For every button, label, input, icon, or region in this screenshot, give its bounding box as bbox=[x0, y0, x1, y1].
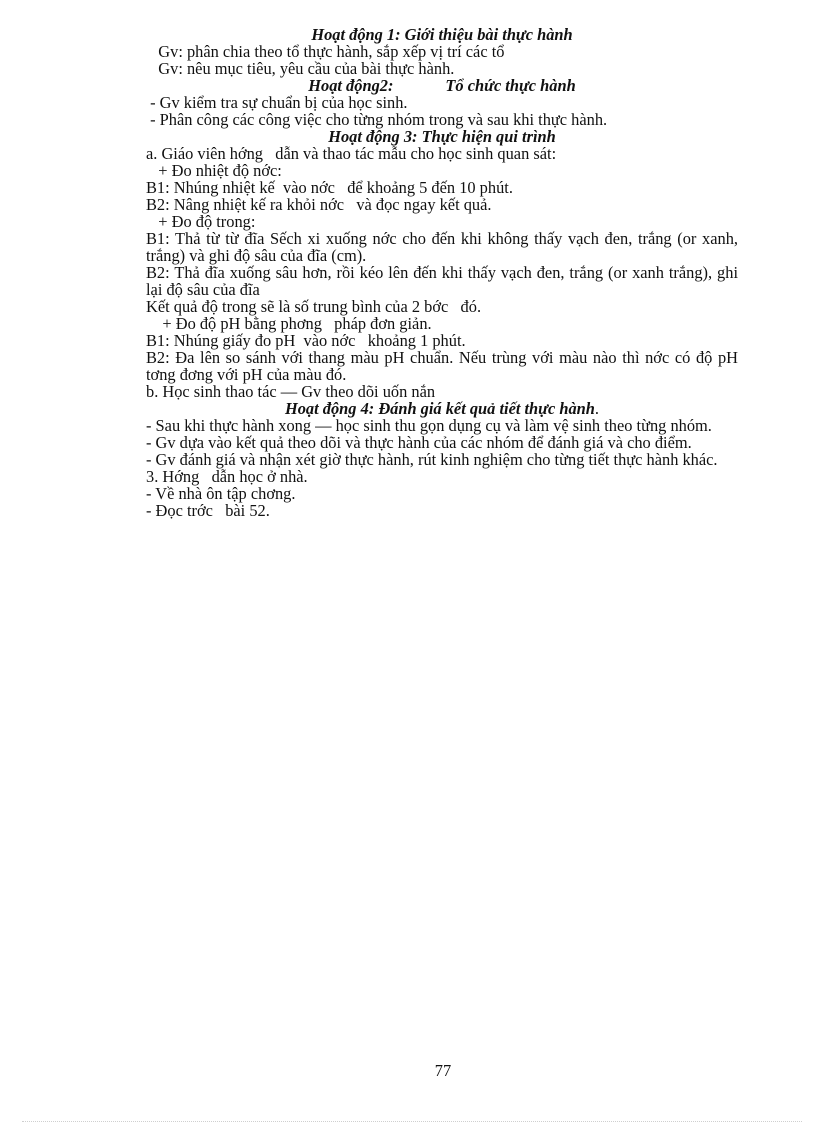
heading-activity-2-label: Hoạt động2: bbox=[308, 76, 394, 95]
text-line: B1: Nhúng nhiệt kế vào nớc để khoảng 5 đến 10 phút. bbox=[146, 178, 513, 197]
heading-activity-3: Hoạt động 3: Thực hiện qui trình bbox=[328, 127, 556, 146]
paragraph: B2: Thả đĩa xuống sâu hơn, rồi kéo lên đến khi thấy vạch đen, trắng (or xanh trắng), ghi lại độ sâu của đĩa bbox=[146, 263, 738, 299]
text-line: - Về nhà ôn tập chơng. bbox=[146, 484, 296, 503]
text-line: Gv: nêu mục tiêu, yêu cầu của bài thực hành. bbox=[146, 59, 455, 78]
text-line: - Đọc trớc bài 52. bbox=[146, 501, 270, 520]
text-line: 3. Hớng dẫn học ở nhà. bbox=[146, 467, 308, 486]
heading-activity-2-title: Tổ chức thực hành bbox=[445, 76, 576, 95]
text-line: B1: Nhúng giấy đo pH vào nớc khoảng 1 phút. bbox=[146, 331, 466, 350]
text-line: + Đo độ trong: bbox=[146, 212, 256, 231]
paragraph: B1: Thả từ từ đĩa Sếch xi xuống nớc cho đến khi không thấy vạch đen, trắng (or xanh, trắng) và ghi độ sâu của đĩa (cm). bbox=[146, 229, 738, 265]
text-line: Gv: phân chia theo tổ thực hành, sắp xếp vị trí các tổ bbox=[146, 42, 505, 61]
page-number: 77 bbox=[434, 1061, 452, 1080]
text-line: + Đo nhiệt độ nớc: bbox=[146, 161, 282, 180]
document-page bbox=[146, 26, 738, 519]
text-line: b. Học sinh thao tác — Gv theo dõi uốn nắn bbox=[146, 382, 436, 401]
paragraph: B2: Đa lên so sánh với thang màu pH chuẩn. Nếu trùng với màu nào thì nớc có độ pH tơng đơng với pH của màu đó. bbox=[146, 348, 738, 384]
heading-activity-4-title: Hoạt động 4: Đánh giá kết quả tiết thực hành bbox=[284, 399, 595, 418]
paragraph: - Gv đánh giá và nhận xét giờ thực hành, rút kinh nghiệm cho từng tiết thực hành khác. bbox=[146, 450, 718, 469]
text-line: Kết quả độ trong sẽ là số trung bình của 2 bớc đó. bbox=[146, 297, 482, 316]
heading-activity-4-suffix: . bbox=[594, 399, 600, 418]
page-edge-divider bbox=[22, 1121, 802, 1122]
text-line: B2: Nâng nhiệt kế ra khỏi nớc và đọc ngay kết quả. bbox=[146, 195, 492, 214]
text-line: + Đo độ pH bằng phơng pháp đơn giản. bbox=[146, 314, 432, 333]
paragraph: - Sau khi thực hành xong — học sinh thu gọn dụng cụ và làm vệ sinh theo từng nhóm. bbox=[146, 416, 712, 435]
text-line: - Phân công các công việc cho từng nhóm trong và sau khi thực hành. bbox=[146, 110, 608, 129]
text-line: - Gv kiểm tra sự chuẩn bị của học sinh. bbox=[146, 93, 408, 112]
heading-activity-2 bbox=[146, 77, 738, 94]
heading-activity-1: Hoạt động 1: Giới thiệu bài thực hành bbox=[311, 25, 573, 44]
heading-activity-4 bbox=[146, 400, 738, 417]
text-line: a. Giáo viên hớng dẫn và thao tác mẫu cho học sinh quan sát: bbox=[146, 144, 557, 163]
paragraph: - Gv dựa vào kết quả theo dõi và thực hành của các nhóm để đánh giá và cho điểm. bbox=[146, 433, 692, 452]
